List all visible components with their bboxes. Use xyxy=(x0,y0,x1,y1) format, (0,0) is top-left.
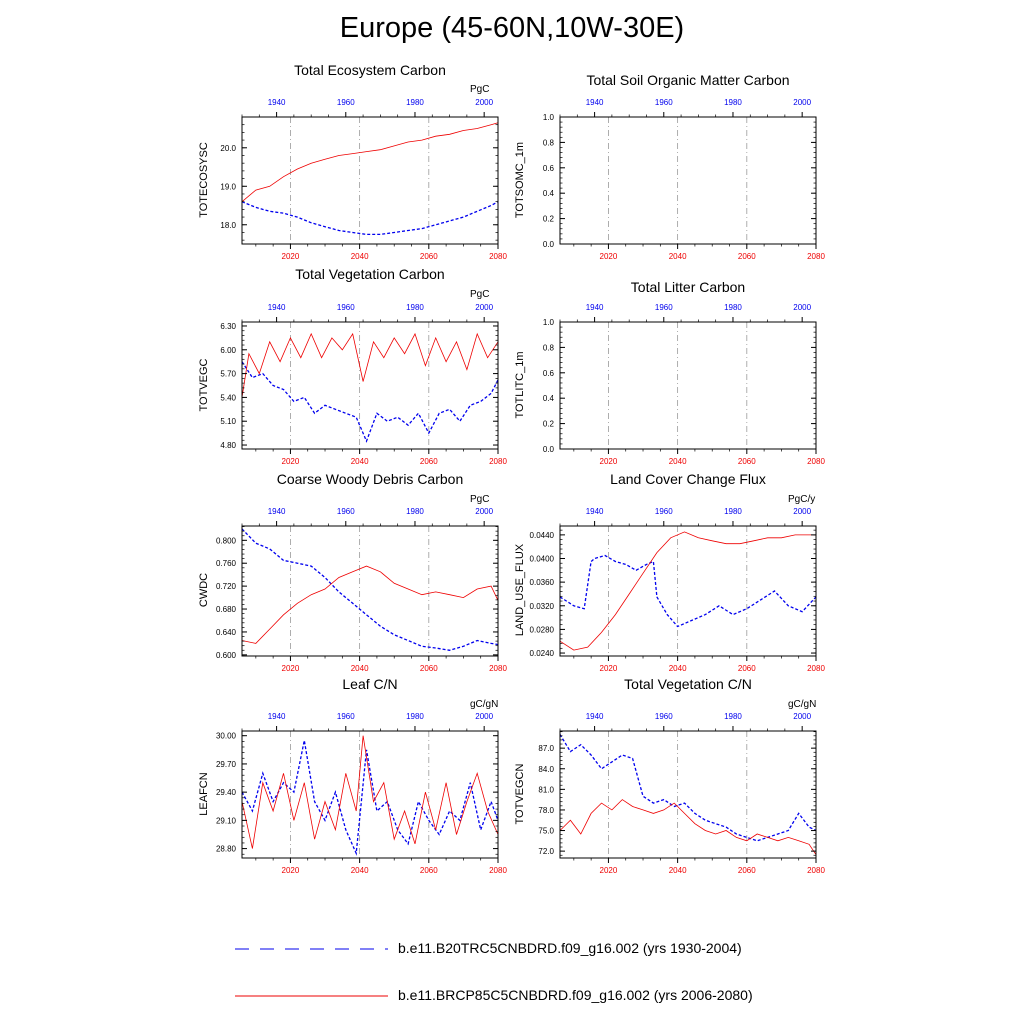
y-tick-label: 0.4 xyxy=(542,394,554,404)
y-tick-label: 0.4 xyxy=(542,189,554,199)
panel-total-litter-carbon xyxy=(543,303,826,466)
y-tick-label: 5.40 xyxy=(220,393,236,403)
y-tick-label: 0.0400 xyxy=(529,554,554,564)
series-line-rcp85 xyxy=(242,123,498,202)
panel-title-coarse-woody-debris-carbon: Coarse Woody Debris Carbon xyxy=(276,471,464,487)
units-label-total-vegetation-c-n: gC/gN xyxy=(788,699,817,710)
panel-total-vegetation-c-n xyxy=(538,712,825,875)
legend-label-series2: b.e11.BRCP85C5CNBDRD.f09_g16.002 (yrs 2006-2080) xyxy=(398,987,753,1003)
series-line-rcp85 xyxy=(560,532,816,650)
y-axis-label-total-litter-carbon: TOTLITC_1m xyxy=(514,350,526,419)
x-tick-label-top: 1980 xyxy=(406,507,424,516)
x-tick-label-top: 1940 xyxy=(267,98,286,107)
y-tick-label: 0.0440 xyxy=(529,530,554,540)
y-tick-label: 4.80 xyxy=(220,441,236,451)
panel-total-ecosystem-carbon xyxy=(220,98,507,261)
x-tick-label-top: 2000 xyxy=(475,712,494,721)
x-tick-label-top: 2000 xyxy=(475,98,494,107)
series-line-rcp85 xyxy=(242,334,498,398)
x-tick-label-top: 1940 xyxy=(267,712,286,721)
x-tick-label-bottom: 2040 xyxy=(350,664,369,673)
x-tick-label-bottom: 2020 xyxy=(281,457,300,466)
x-tick-label-top: 1980 xyxy=(724,507,742,516)
x-tick-label-bottom: 2040 xyxy=(668,664,687,673)
units-label-leaf-c-n: gC/gN xyxy=(470,699,499,710)
y-tick-label: 84.0 xyxy=(538,764,554,774)
y-axis-label-total-vegetation-c-n: TOTVEGCN xyxy=(514,763,526,824)
x-tick-label-bottom: 2060 xyxy=(419,457,438,466)
x-tick-label-bottom: 2060 xyxy=(419,866,438,875)
x-tick-label-bottom: 2040 xyxy=(668,866,687,875)
x-tick-label-top: 1940 xyxy=(585,303,604,312)
x-tick-label-top: 1960 xyxy=(336,507,355,516)
x-tick-label-top: 1960 xyxy=(654,507,673,516)
x-tick-label-bottom: 2080 xyxy=(489,457,507,466)
y-tick-label: 19.0 xyxy=(220,182,236,192)
y-tick-label: 1.0 xyxy=(542,318,554,327)
y-tick-label: 0.6 xyxy=(542,368,554,378)
y-tick-label: 6.30 xyxy=(220,321,236,331)
x-tick-label-top: 1960 xyxy=(654,712,673,721)
x-tick-label-bottom: 2060 xyxy=(419,252,438,261)
x-tick-label-bottom: 2060 xyxy=(419,664,438,673)
x-tick-label-bottom: 2020 xyxy=(599,866,618,875)
y-tick-label: 5.70 xyxy=(220,369,236,379)
series-line-historical xyxy=(242,362,498,441)
x-tick-label-bottom: 2080 xyxy=(489,252,507,261)
y-tick-label: 18.0 xyxy=(220,220,236,230)
x-tick-label-bottom: 2060 xyxy=(737,664,756,673)
x-tick-label-bottom: 2080 xyxy=(489,664,507,673)
series-line-historical xyxy=(560,556,816,627)
x-tick-label-bottom: 2080 xyxy=(807,866,825,875)
panel-title-total-litter-carbon: Total Litter Carbon xyxy=(630,279,746,295)
x-tick-label-bottom: 2020 xyxy=(281,664,300,673)
x-tick-label-bottom: 2020 xyxy=(281,866,300,875)
y-tick-label: 6.00 xyxy=(220,345,236,355)
panel-title-total-vegetation-c-n: Total Vegetation C/N xyxy=(624,676,752,692)
y-tick-label: 0.760 xyxy=(215,559,236,569)
y-tick-label: 0.2 xyxy=(542,419,554,429)
x-tick-label-bottom: 2040 xyxy=(350,866,369,875)
x-tick-label-top: 1980 xyxy=(406,712,424,721)
x-tick-label-bottom: 2020 xyxy=(599,664,618,673)
plot-frame xyxy=(560,117,816,244)
x-tick-label-bottom: 2060 xyxy=(737,866,756,875)
y-tick-label: 1.0 xyxy=(542,113,554,122)
plot-frame xyxy=(560,322,816,449)
panel-title-total-vegetation-carbon: Total Vegetation Carbon xyxy=(295,266,445,282)
panel-title-total-ecosystem-carbon: Total Ecosystem Carbon xyxy=(294,62,446,78)
x-tick-label-bottom: 2040 xyxy=(350,457,369,466)
series-line-rcp85 xyxy=(242,736,498,849)
x-tick-label-bottom: 2020 xyxy=(281,252,300,261)
x-tick-label-bottom: 2020 xyxy=(599,252,618,261)
plot-frame xyxy=(560,731,816,858)
x-tick-label-top: 2000 xyxy=(475,507,494,516)
plot-frame xyxy=(242,117,498,244)
series-line-historical xyxy=(242,740,498,853)
x-tick-label-top: 2000 xyxy=(793,303,812,312)
x-tick-label-top: 1940 xyxy=(267,507,286,516)
x-tick-label-top: 1980 xyxy=(406,303,424,312)
y-tick-label: 75.0 xyxy=(538,826,554,836)
y-tick-label: 0.720 xyxy=(215,582,236,592)
panel-coarse-woody-debris-carbon xyxy=(216,507,507,673)
y-tick-label: 0.8 xyxy=(542,138,554,148)
panel-title-total-soil-organic-matter-carbon: Total Soil Organic Matter Carbon xyxy=(586,72,790,88)
x-tick-label-top: 1980 xyxy=(724,98,742,107)
y-tick-label: 0.640 xyxy=(215,627,236,637)
legend-label-series1: b.e11.B20TRC5CNBDRD.f09_g16.002 (yrs 1930-2004) xyxy=(398,940,742,956)
series-line-rcp85 xyxy=(560,800,816,855)
x-tick-label-top: 2000 xyxy=(793,507,812,516)
y-axis-label-leaf-c-n: LEAFCN xyxy=(198,771,210,816)
x-tick-label-bottom: 2040 xyxy=(350,252,369,261)
x-tick-label-top: 1960 xyxy=(654,303,673,312)
series-line-historical xyxy=(242,202,498,235)
y-tick-label: 28.80 xyxy=(215,844,236,854)
x-tick-label-bottom: 2060 xyxy=(737,252,756,261)
units-label-total-ecosystem-carbon: PgC xyxy=(470,84,490,95)
plot-frame xyxy=(560,526,816,656)
units-label-coarse-woody-debris-carbon: PgC xyxy=(470,494,490,505)
x-tick-label-top: 1940 xyxy=(267,303,286,312)
units-label-total-vegetation-carbon: PgC xyxy=(470,289,490,300)
plot-frame xyxy=(242,526,498,656)
x-tick-label-top: 1980 xyxy=(724,303,742,312)
x-tick-label-bottom: 2080 xyxy=(489,866,507,875)
x-tick-label-top: 1980 xyxy=(724,712,742,721)
panel-land-cover-change-flux xyxy=(530,507,826,673)
y-tick-label: 78.0 xyxy=(538,805,554,815)
y-axis-label-land-cover-change-flux: LAND_USE_FLUX xyxy=(514,543,526,637)
x-tick-label-top: 1940 xyxy=(585,507,604,516)
y-tick-label: 0.8 xyxy=(542,343,554,353)
y-tick-label: 0.0280 xyxy=(529,625,554,635)
y-tick-label: 0.680 xyxy=(215,605,236,615)
plot-frame xyxy=(242,731,498,858)
series-line-rcp85 xyxy=(242,566,498,643)
x-tick-label-top: 2000 xyxy=(793,712,812,721)
y-axis-label-coarse-woody-debris-carbon: CWDC xyxy=(198,572,210,608)
x-tick-label-bottom: 2080 xyxy=(807,664,825,673)
x-tick-label-top: 1940 xyxy=(585,712,604,721)
panel-leaf-c-n xyxy=(216,712,507,875)
y-axis-label-total-vegetation-carbon: TOTVEGC xyxy=(198,358,210,411)
y-tick-label: 29.10 xyxy=(215,816,236,826)
series-line-historical xyxy=(560,734,816,840)
series-line-historical xyxy=(242,529,498,650)
y-tick-label: 0.800 xyxy=(215,536,236,546)
y-tick-label: 0.2 xyxy=(542,214,554,224)
y-tick-label: 0.0 xyxy=(542,240,554,249)
x-tick-label-bottom: 2040 xyxy=(668,457,687,466)
y-tick-label: 29.70 xyxy=(215,759,236,769)
y-tick-label: 0.0240 xyxy=(529,649,554,659)
x-tick-label-top: 1960 xyxy=(336,712,355,721)
panel-total-soil-organic-matter-carbon xyxy=(543,98,826,261)
x-tick-label-top: 2000 xyxy=(475,303,494,312)
panel-total-vegetation-carbon xyxy=(220,303,507,466)
x-tick-label-top: 1960 xyxy=(654,98,673,107)
page-title: Europe (45-60N,10W-30E) xyxy=(339,12,685,44)
y-tick-label: 0.0360 xyxy=(529,578,554,588)
y-tick-label: 0.0320 xyxy=(529,601,554,611)
y-tick-label: 0.600 xyxy=(215,650,236,660)
y-tick-label: 30.00 xyxy=(215,731,236,741)
x-tick-label-bottom: 2060 xyxy=(737,457,756,466)
y-tick-label: 29.40 xyxy=(215,788,236,798)
x-tick-label-bottom: 2020 xyxy=(599,457,618,466)
y-tick-label: 5.10 xyxy=(220,417,236,427)
y-axis-label-total-ecosystem-carbon: TOTECOSYSC xyxy=(198,141,210,218)
y-tick-label: 0.6 xyxy=(542,163,554,173)
x-tick-label-top: 1940 xyxy=(585,98,604,107)
panel-title-land-cover-change-flux: Land Cover Change Flux xyxy=(610,471,766,487)
x-tick-label-bottom: 2040 xyxy=(668,252,687,261)
y-tick-label: 0.0 xyxy=(542,445,554,454)
units-label-land-cover-change-flux: PgC/y xyxy=(788,494,816,505)
y-tick-label: 87.0 xyxy=(538,744,554,754)
x-tick-label-top: 1960 xyxy=(336,303,355,312)
y-tick-label: 72.0 xyxy=(538,847,554,857)
x-tick-label-top: 2000 xyxy=(793,98,812,107)
y-tick-label: 20.0 xyxy=(220,143,236,153)
x-tick-label-top: 1980 xyxy=(406,98,424,107)
y-tick-label: 81.0 xyxy=(538,785,554,795)
x-tick-label-bottom: 2080 xyxy=(807,252,825,261)
panel-title-leaf-c-n: Leaf C/N xyxy=(342,676,398,692)
x-tick-label-bottom: 2080 xyxy=(807,457,825,466)
y-axis-label-total-soil-organic-matter-carbon: TOTSOMC_1m xyxy=(514,141,526,218)
x-tick-label-top: 1960 xyxy=(336,98,355,107)
